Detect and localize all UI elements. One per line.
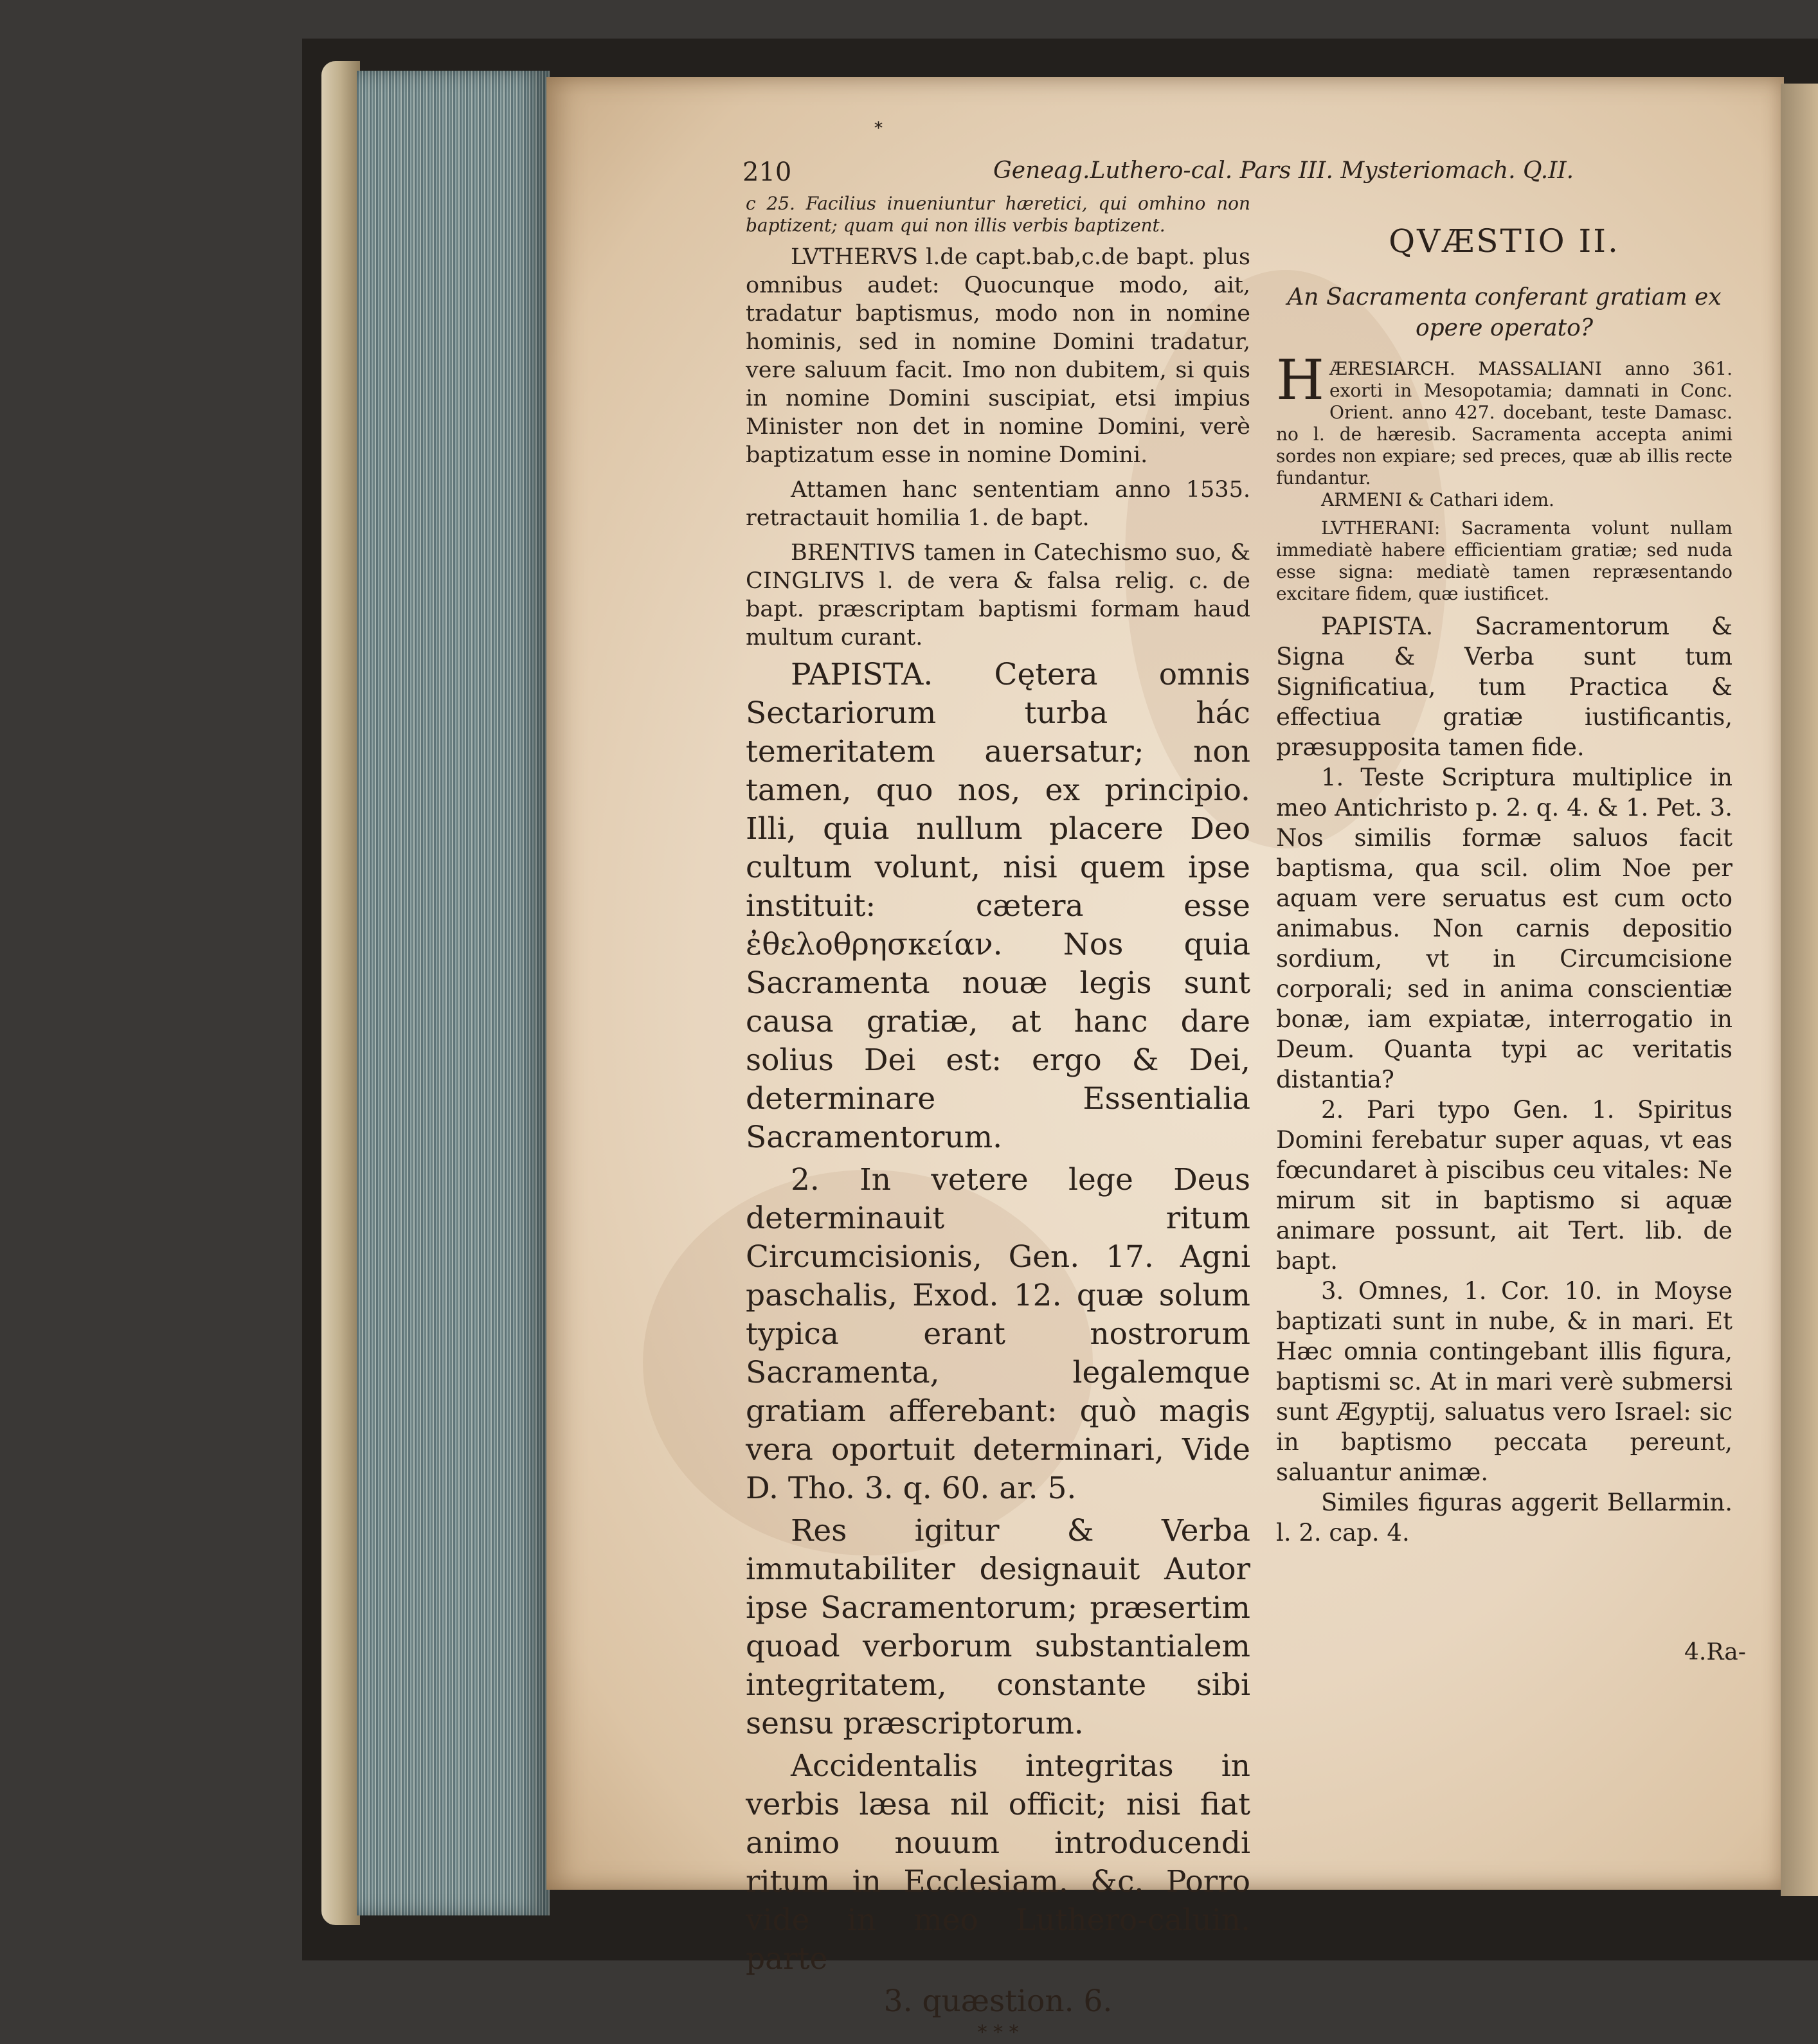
drop-cap: H (1276, 348, 1324, 413)
paragraph: 2. In vetere lege Deus determinauit ritum Circumcisionis, Gen. 17. Agni paschalis, Exod. 12. quæ solum typica erant nostrorum Sacramenta, legalemque gratiam afferebant: quò magis vera oportuit determinari, Vide D. Tho. 3. q. 60. ar. 5. (746, 1162, 1250, 1506)
asterism: * * * (977, 2022, 1019, 2044)
paragraph: 2. Pari typo Gen. 1. Spiritus Domini ferebatur super aquas, vt eas fœcundaret à piscibus ceu vitales: Ne mirum sit in baptismo si aquæ animare possunt, ait Tert. lib. de bapt. (1276, 1096, 1733, 1275)
paragraph: LVTHERANI: Sacramenta volunt nullam immediatè habere efficientiam gratiæ; sed nuda esse signa: mediatè tamen repræsentando excitare fidem, quæ iustificet. (1276, 517, 1733, 604)
running-head (742, 157, 1758, 190)
page-number: 210 (742, 157, 792, 187)
paragraph: 3. Omnes, 1. Cor. 10. in Moyse baptizati sunt in nube, & in mari. Et Hæc omnia contingebant illis figura, baptismi sc. At in mari verè submersi sunt Ægyptij, saluatus vero Israel: sic in baptismo peccata pereunt, saluantur animæ. (1276, 1277, 1733, 1486)
question-title: QVÆSTIO II. (1389, 222, 1620, 260)
right-column (1276, 222, 1733, 1548)
paragraph: Accidentalis integritas in verbis læsa nil officit; nisi fiat animo nouum introducendi ritum in Ecclesiam. &c. Porro vide in meo Luthero-caluin. parte (746, 1748, 1250, 1977)
next-page-edge (1781, 84, 1818, 1896)
question-subtitle: An Sacramenta conferant gratiam ex opere operato? (1287, 284, 1722, 341)
paragraph: PAPISTA. Cętera omnis Sectariorum turba hác temeritatem auersatur; non tamen, quo nos, ex principio. Illi, quia nullum placere Deo cultum volunt, nisi quem ipse instituit: cætera esse ἐθελοθρησκείαν. Nos quia Sacramenta nouæ legis sunt causa gratiæ, at hanc dare solius Dei est: ergo & Dei, determinare Essentialia Sacramentorum. (746, 657, 1250, 1155)
running-head-text: Geneag.Luthero-cal. Pars III. Mysteriomach. Q.II. (993, 157, 1574, 184)
paragraph: LVTHERVS l.de capt.bab,c.de bapt. plus omnibus audet: Quocunque modo, ait, tradatur baptismus, modo non in nomine hominis, sed in nomine Domini tradatur, vere saluum facit. Imo non dubitem, si quis in nomine Domini suscipiat, etsi impius Minister non det in nomine Domini, verè baptizatum esse in nomine Domini. (746, 244, 1250, 468)
paragraph: 1. Teste Scriptura multiplice in meo Antichristo p. 2. q. 4. & 1. Pet. 3. Nos similis formæ saluos facit baptisma, qua scil. olim Noe per aquam vere seruatus est cum octo animabus. Non carnis depositio sordium, vt in Circumcisione corporali; sed in anima conscientiæ bonæ, iam expiatæ, interrogatio in Deum. Quanta typi ac veritatis distantia? (1276, 764, 1733, 1093)
paragraph: ARMENI & Cathari idem. (1321, 489, 1554, 510)
paragraph: c 25. Facilius inueniuntur hæretici, qui omhino non baptizent; quam qui non illis verbis baptizent. (746, 193, 1250, 236)
paragraph: Attamen hanc sententiam anno 1535. retractauit homilia 1. de bapt. (746, 477, 1250, 531)
paragraph: Similes figuras aggerit Bellarmin. l. 2. cap. 4. (1276, 1489, 1733, 1546)
paragraph: Res igitur & Verba immutabiliter designauit Autor ipse Sacramentorum; præsertim quoad verborum substantialem integritatem, constante sibi sensu præscriptorum. (746, 1513, 1250, 1741)
paragraph: ÆRESIARCH. MASSALIANI anno 361. exorti in Mesopotamia; damnati in Conc. Orient. anno 427. docebant, teste Damasc. no l. de hæresib. Sacramenta accepta animi sordes non expiare; sed preces, quæ ab illis recte fundantur. (1276, 358, 1733, 489)
catchword: 4.Ra- (1684, 1639, 1746, 1665)
left-column (746, 193, 1250, 2043)
paragraph: BRENTIVS tamen in Catechismo suo, & CINGLIVS l. de vera & falsa relig. c. de bapt. præscriptam baptismi formam haud multum curant. (746, 540, 1250, 650)
paragraph: 3. quæstion. 6. (883, 1984, 1113, 2019)
paragraph: PAPISTA. Sacramentorum & Signa & Verba sunt tum Significatiua, tum Practica & effectiua gratiæ iustificantis, præsupposita tamen fide. (1276, 613, 1733, 761)
page-edges (357, 71, 550, 1915)
printer-mark: * (874, 119, 883, 138)
book-spine (321, 61, 360, 1925)
